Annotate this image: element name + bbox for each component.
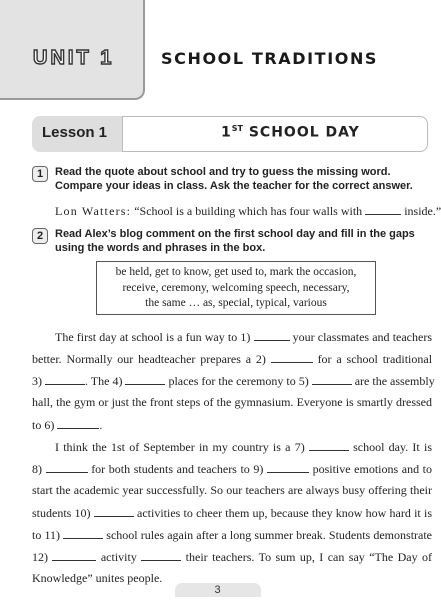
gap-11[interactable]	[63, 527, 103, 539]
text-fragment: students 10)	[32, 506, 91, 520]
text-line-12	[32, 571, 432, 586]
task-2-instruction: Read Alex’s blog comment on the first school day and fill in the gaps using the words and phrases in the box.	[55, 228, 415, 254]
lesson-title	[221, 124, 360, 141]
text-fragment: positive emotions and to	[308, 462, 432, 476]
text-line-4: hall, the gym or just the front steps of the gymnasium. Everyone is smartly dressed	[32, 395, 432, 409]
text-line-3	[32, 373, 435, 389]
gap-13[interactable]	[141, 549, 181, 561]
task-1-instruction: Read the quote about school and try to guess the missing word. Compare your ideas in class. Ask the teacher for the correct answer.	[55, 166, 413, 192]
lesson-title-ordinal: ST	[231, 124, 243, 133]
text-fragment: The first day at school is a fun way to 1)	[55, 330, 251, 344]
task-1-number: 1	[32, 166, 48, 182]
word-box-line: the same … as, special, typical, various	[145, 297, 327, 309]
text-fragment: to 11)	[32, 528, 61, 542]
word-box-line: receive, ceremony, welcoming speech, necessary,	[122, 281, 350, 294]
page-number: 3	[214, 584, 221, 596]
text-fragment: for a school traditional	[312, 352, 433, 366]
text-line-6	[55, 439, 432, 455]
text-fragment: activities to cheer them up, because they know how hard it is	[133, 506, 432, 520]
quote-blank[interactable]	[365, 203, 401, 215]
text-fragment: I think the 1st of September in my country is a 7)	[55, 440, 305, 454]
word-box-line: be held, get to know, get used to, mark the occasion,	[115, 266, 357, 278]
gap-5[interactable]	[312, 373, 352, 385]
text-fragment: to 6)	[32, 418, 55, 432]
text-fragment: Knowledge” unites people.	[32, 571, 163, 585]
gap-3[interactable]	[45, 373, 85, 385]
text-line-11	[32, 549, 432, 565]
gap-9[interactable]	[267, 461, 309, 473]
text-fragment: school rules again after a long summer break. Students demonstrate	[103, 528, 433, 542]
gap-7[interactable]	[309, 439, 349, 451]
text-fragment: for both students and teachers to 9)	[87, 462, 264, 476]
gap-8[interactable]	[46, 461, 88, 473]
text-fragment: their teachers. To sum up, I can say “The Day of	[181, 550, 432, 564]
text-line-9	[32, 505, 432, 521]
text-fragment: activity	[96, 550, 137, 564]
lesson-label: Lesson 1	[42, 124, 108, 141]
text-fragment: are the assembly	[351, 374, 435, 388]
word-box	[96, 261, 376, 315]
text-line-1	[55, 329, 432, 345]
text-fragment: places for the ceremony to 5)	[165, 374, 309, 388]
text-line-5	[32, 417, 432, 433]
text-fragment: 8)	[32, 462, 42, 476]
quote-text: “School is a building which has four walls with	[131, 204, 363, 218]
unit-label: UNIT 1	[33, 47, 115, 69]
lesson-title-number: 1	[221, 124, 232, 141]
gap-12[interactable]	[52, 549, 96, 561]
task-2-number: 2	[32, 228, 48, 244]
quote	[55, 203, 441, 219]
quote-end: inside.”	[401, 204, 441, 218]
gap-10[interactable]	[94, 505, 134, 517]
lesson-title-text: SCHOOL DAY	[242, 124, 360, 141]
text-fragment: school day. It is	[348, 440, 432, 454]
text-fragment: .	[99, 418, 103, 432]
text-line-7	[32, 461, 432, 477]
text-fragment: 3)	[32, 374, 42, 388]
gap-4[interactable]	[125, 373, 165, 385]
text-fragment: . The 4)	[85, 374, 123, 388]
text-fragment: better. Normally our headteacher prepares a 2)	[32, 352, 266, 366]
text-fragment: your classmates and teachers	[289, 330, 433, 344]
text-line-8: start the academic year successfully. So our teachers are always busy offering their	[32, 483, 432, 497]
quote-author: Lon Watters:	[55, 204, 132, 218]
text-line-10	[32, 527, 432, 543]
gap-2[interactable]	[271, 351, 313, 363]
unit-title: SCHOOL TRADITIONS	[161, 49, 379, 68]
gap-6[interactable]	[57, 417, 99, 429]
text-line-2	[32, 351, 432, 367]
text-fragment: 12)	[32, 550, 48, 564]
gap-1[interactable]	[254, 329, 290, 341]
